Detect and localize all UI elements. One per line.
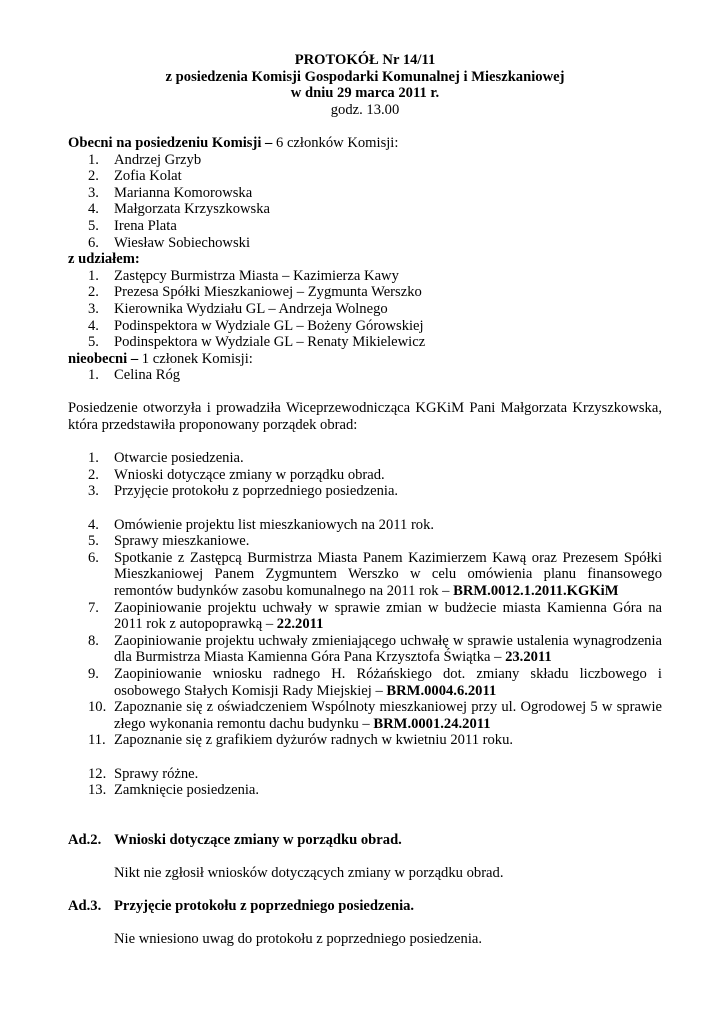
agenda-item [68,600,662,633]
absent-members-list [68,367,662,384]
agenda-item-number: 7. [88,599,99,616]
agenda-item-text: Przyjęcie protokołu z poprzedniego posiedzenia. [114,483,399,500]
agenda-item [68,633,662,666]
agenda-item [68,666,662,699]
absent-heading [68,351,662,368]
agenda-item-number: 8. [88,632,99,649]
agenda-item-text: Wnioski dotyczące zmiany w porządku obrad. [114,466,385,483]
ad3-heading [68,898,662,915]
present-label: Obecni na posiedzeniu Komisji – [68,134,273,151]
agenda-item-text: Sprawy różne. [114,765,199,782]
agenda-item [68,450,662,467]
agenda-item-text: Zaopiniowanie wniosku radnego H. Różańskiego dot. zmiany składu liczbowego i osobowego Stałych Komisji Rady Miejskiej – [114,665,662,699]
agenda-list-main [68,517,662,749]
agenda-item-number: 1. [88,450,99,467]
list-item: 5. Irena Plata [88,217,177,234]
agenda-item-text: Zaopiniowanie projektu uchwały w sprawie zmian w budżecie miasta Kamienna Góra na 2011 rok z autopoprawką – [114,599,662,633]
ad3-body: Nie wniesiono uwag do protokołu z poprzedniego posiedzenia. [114,931,482,948]
list-item: 4. Małgorzata Krzyszkowska [88,201,271,218]
agenda-item-reference: 22.2011 [276,616,324,633]
agenda-list-opening [68,450,662,500]
agenda-item-text: Zapoznanie się z grafikiem dyżurów radnych w kwietniu 2011 roku. [114,732,514,749]
agenda-item-text: Otwarcie posiedzenia. [114,450,244,467]
agenda-item-number: 11. [88,732,106,749]
agenda-item-number: 10. [88,699,107,716]
agenda-item [68,732,662,749]
present-members-list [68,152,662,252]
agenda-item-text: Spotkanie z Zastępcą Burmistrza Miasta Panem Kazimierzem Kawą oraz Prezesem Spółki Mieszkaniowej Panem Zygmuntem Werszko w celu omówienia planu finansowego remontów budynków zasobu komunalnego na 2011 rok – [114,549,662,599]
agenda-item [68,533,662,550]
agenda-item [68,699,662,732]
ad3-title: Przyjęcie protokołu z poprzedniego posiedzenia. [114,898,415,915]
agenda-item-reference: 23.2011 [505,649,552,666]
meeting-time: godz. 13.00 [330,101,400,118]
absent-label: nieobecni – [68,350,139,367]
agenda-list-closing [68,766,662,799]
list-item: 1. Zastępcy Burmistrza Miasta – Kazimierza Kawy [88,267,399,284]
agenda-item-number: 4. [88,516,99,533]
agenda-item-reference: BRM.0012.1.2011.KGKiM [453,583,619,599]
list-item: 2. Prezesa Spółki Mieszkaniowej – Zygmunta Werszko [88,284,422,301]
agenda-item-number: 3. [88,483,99,500]
ad2-heading [68,832,662,849]
list-item: 3. Kierownika Wydziału GL – Andrzeja Wolnego [88,300,388,317]
agenda-item [68,782,662,799]
agenda-item-text: Omówienie projektu list mieszkaniowych na 2011 rok. [114,516,435,533]
ad2-label: Ad.2. [68,831,102,848]
list-item: 5. Podinspektora w Wydziale GL – Renaty Mikielewicz [88,334,426,351]
agenda-item-reference: BRM.0001.24.2011 [373,715,491,732]
list-item: 6. Wiesław Sobiechowski [88,234,251,251]
agenda-item [68,467,662,484]
agenda-item-number: 9. [88,665,99,682]
agenda-item-number: 2. [88,466,99,483]
agenda-item-text: Zaopiniowanie projektu uchwały zmieniającego uchwałę w sprawie ustalenia wynagrodzenia dla Burmistrza Miasta Kamienna Góra Pana Krzysztofa Świątka – [114,632,662,666]
list-item: 2. Zofia Kolat [88,168,182,185]
agenda-item [68,483,662,500]
protocol-title: PROTOKÓŁ Nr 14/11 [294,52,436,68]
participation-label: z udziałem: [68,251,140,268]
list-item: 4. Podinspektora w Wydziale GL – Bożeny Górowskiej [88,317,424,334]
agenda-item-text: Zapoznanie się z oświadczeniem Wspólnoty mieszkaniowej przy ul. Ogrodowej 5 w sprawie złego wykonania remontu dachu budynku – [114,699,662,732]
meeting-subtitle: z posiedzenia Komisji Gospodarki Komunalnej i Mieszkaniowej [165,68,565,85]
document-header [68,52,662,118]
absent-count: 1 członek Komisji: [138,350,253,367]
list-item: 3. Marianna Komorowska [88,184,253,201]
agenda-item [68,517,662,534]
present-heading [68,135,662,152]
agenda-item-text: Zamknięcie posiedzenia. [114,782,260,799]
agenda-item-number: 5. [88,533,99,550]
agenda-item [68,766,662,783]
agenda-item-number: 12. [88,765,107,782]
agenda-item-number: 6. [88,549,99,566]
list-item: 1. Andrzej Grzyb [88,151,202,168]
guests-list [68,268,662,351]
ad3-label: Ad.3. [68,898,102,915]
present-count: 6 członków Komisji: [272,134,399,151]
ad2-body: Nikt nie zgłosił wniosków dotyczących zmiany w porządku obrad. [114,865,504,882]
agenda-item-number: 13. [88,782,107,799]
meeting-date: w dniu 29 marca 2011 r. [290,85,440,102]
agenda-item [68,550,662,600]
intro-paragraph: Posiedzenie otworzyła i prowadziła Wiceprzewodnicząca KGKiM Pani Małgorzata Krzyszkowska, która przedstawiła proponowany porządek obrad: [68,400,662,434]
ad2-title: Wnioski dotyczące zmiany w porządku obrad. [114,831,402,848]
agenda-item-text: Sprawy mieszkaniowe. [114,533,250,550]
list-item: 1. Celina Róg [88,367,181,384]
agenda-item-reference: BRM.0004.6.2011 [386,682,497,699]
